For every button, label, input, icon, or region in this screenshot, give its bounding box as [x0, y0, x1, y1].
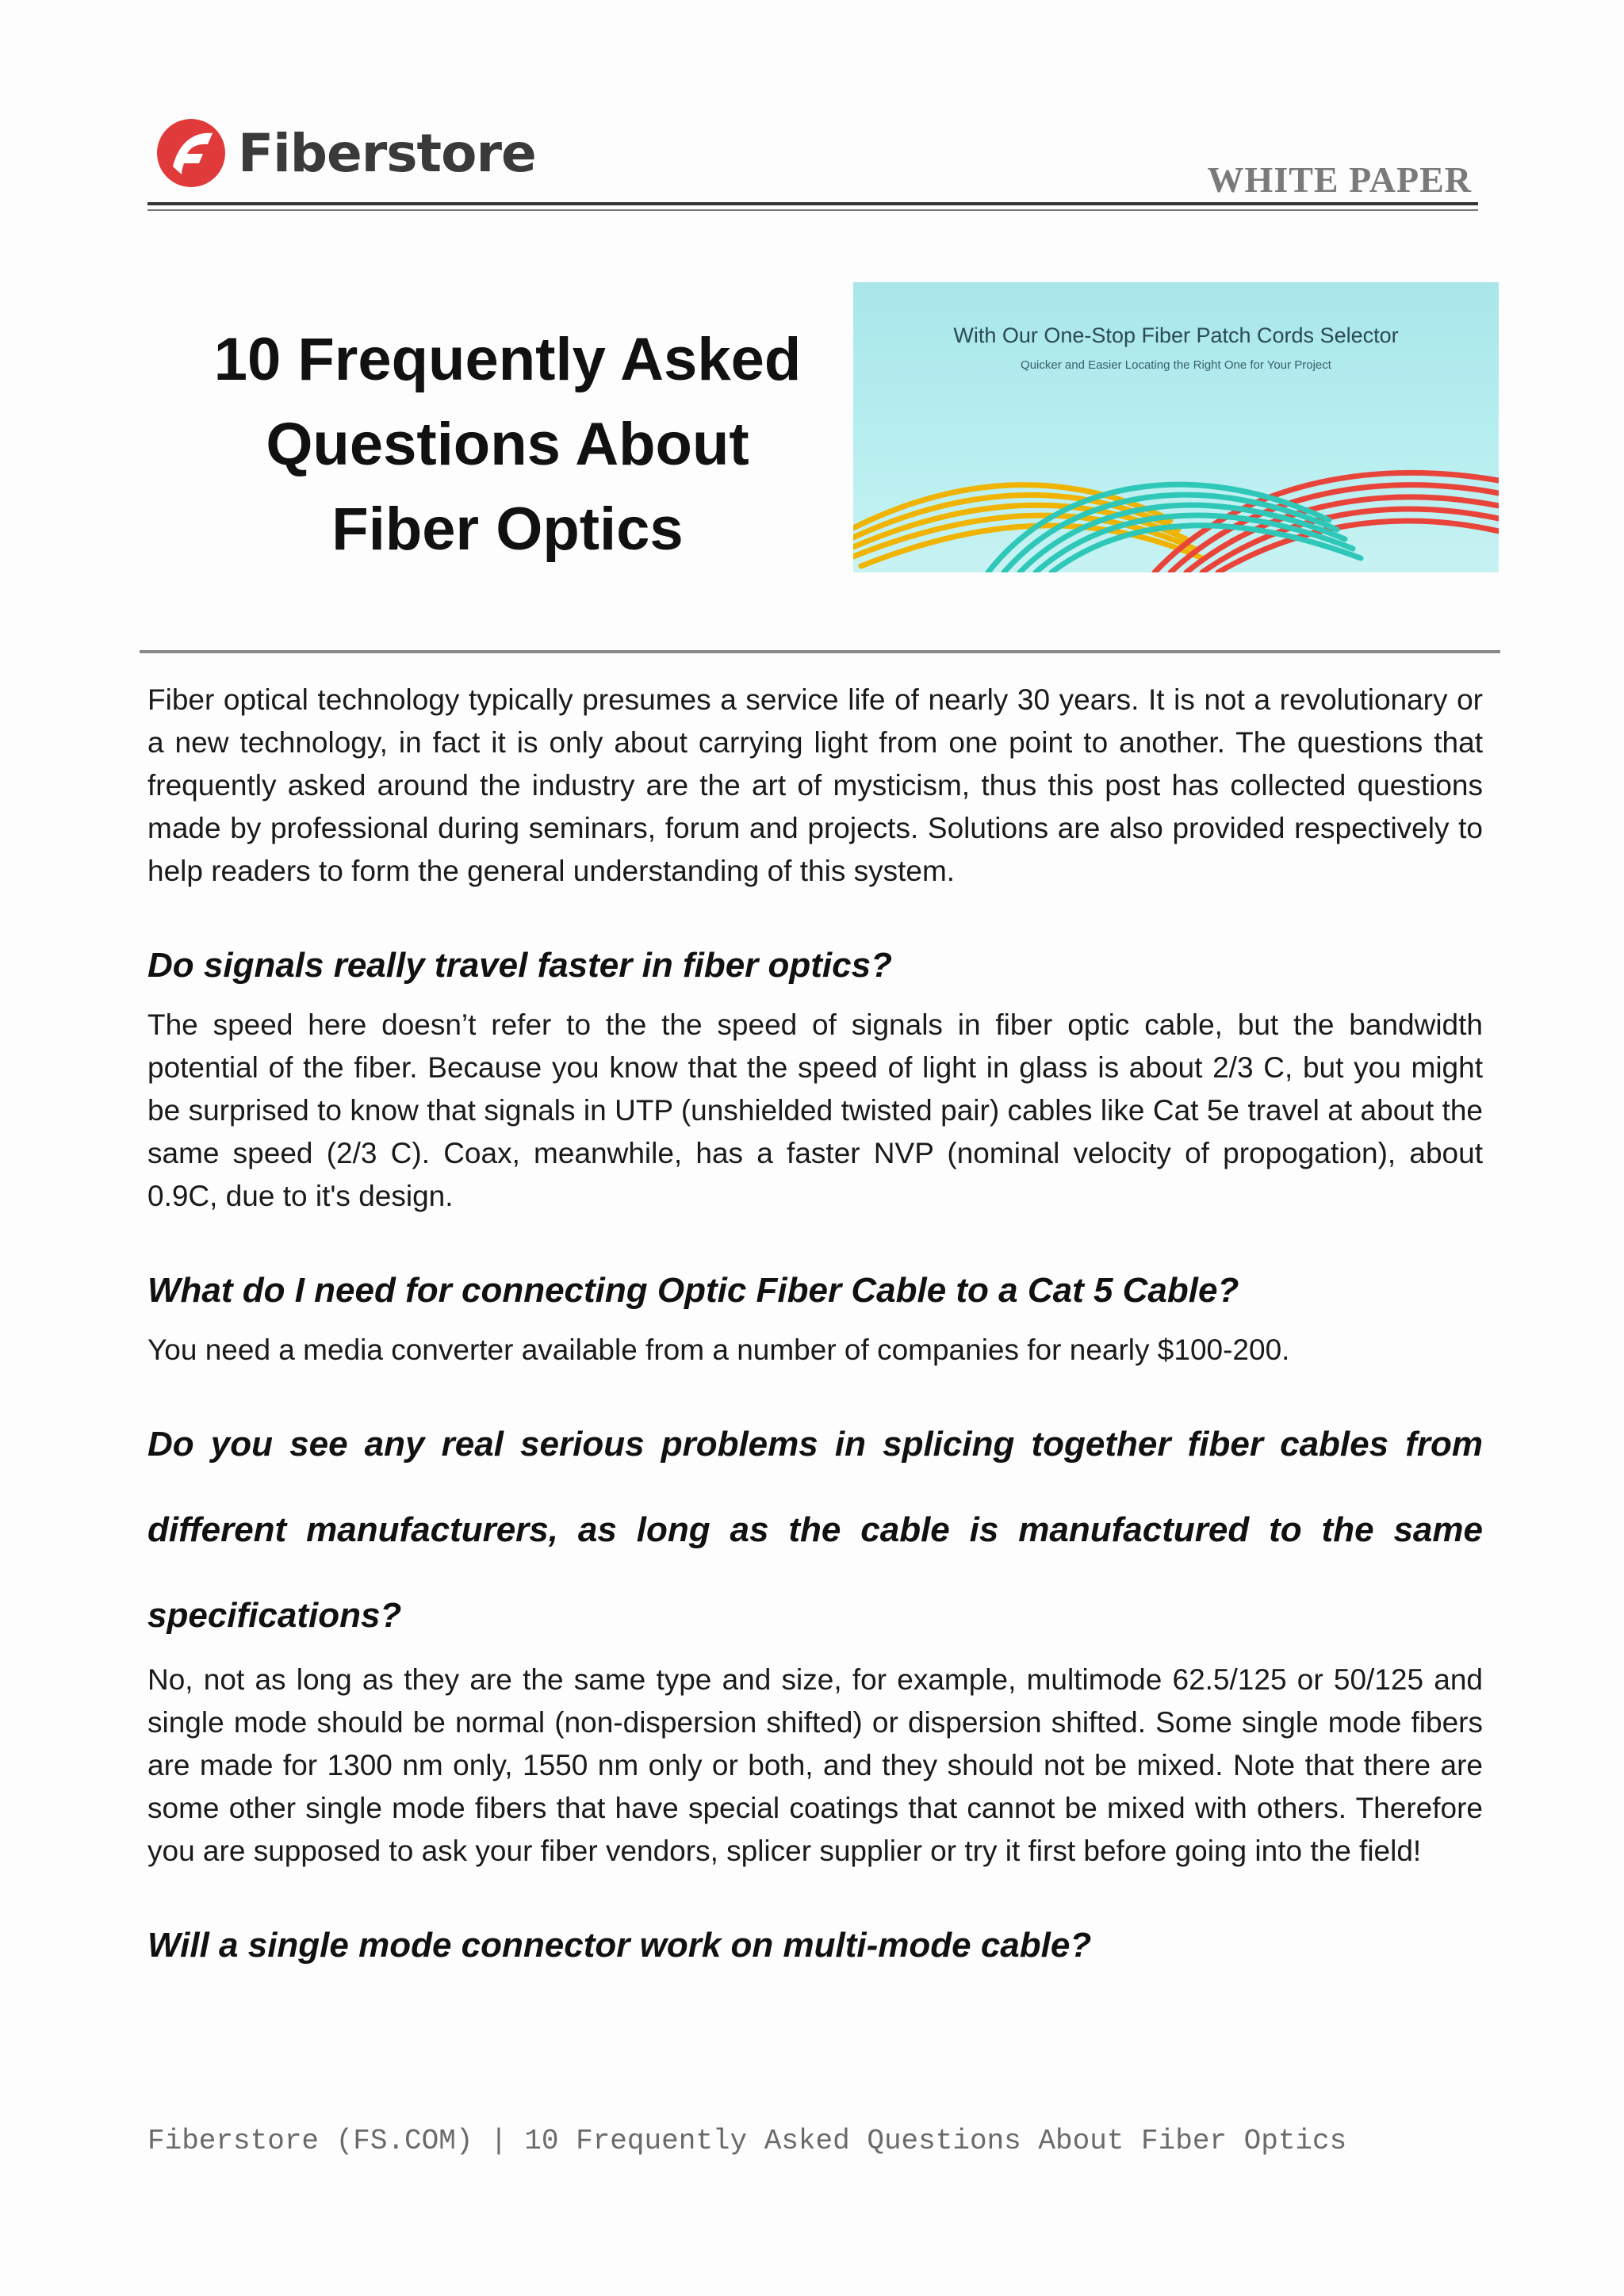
intro-paragraph: Fiber optical technology typically presumes a service life of nearly 30 years. It is not a revolutionary or a new technology, in fact it is only about carrying light from one point to another. The questions that frequently asked around the industry are the art of mysticism, thus this post has collected questions made by professional during seminars, forum and projects. Solutions are also provided respectively to help readers to form the general understanding of this system. — [147, 683, 1483, 887]
brand-logo — [155, 117, 536, 189]
header-divider — [147, 202, 1478, 211]
faq-question: Do signals really travel faster in fiber optics? — [147, 946, 892, 985]
hero-banner-image — [853, 282, 1499, 572]
title-line: 10 Frequently Asked — [213, 326, 802, 393]
faq-answer: The speed here doesn’t refer to the the speed of signals in fiber optic cable, but the bandwidth potential of the fiber. Because you know that the speed of light in glass is about 2/3 C, but you might be surprised to know that signals in UTP (unshielded twisted pair) cables like Cat 5e travel at about the same speed (2/3 C). Coax, meanwhile, has a faster NVP (nominal velocity of propogation), about 0.9C, due to it's design. — [147, 1008, 1483, 1212]
faq-answer: You need a media converter available from a number of companies for nearly $100-200. — [147, 1334, 1290, 1366]
faq-answer: No, not as long as they are the same type and size, for example, multimode 62.5/125 or 50/125 and single mode should be normal (non-dispersion shifted) or dispersion shifted. Some single mode fibers are made for 1300 nm only, 1550 nm only or both, and they should not be mixed. Note that there are some other single mode fibers that have special coatings that cannot be mixed with others. Therefore you are supposed to ask your fiber vendors, splicer supplier or try it first before going into the field! — [147, 1663, 1483, 1867]
faq-question: Do you see any real serious problems in splicing together fiber cables from different manufacturers, as long as the cable is manufactured to the same specifications? — [147, 1425, 1483, 1635]
section-divider — [140, 650, 1500, 653]
document-title — [174, 317, 841, 572]
faq-question: What do I need for connecting Optic Fiber Cable to a Cat 5 Cable? — [147, 1271, 1239, 1310]
fiberstore-logo-icon — [155, 117, 227, 189]
document-type-label: WHITE PAPER — [1207, 159, 1472, 200]
title-line: Fiber Optics — [331, 496, 684, 563]
banner-subhead: Quicker and Easier Locating the Right One for Your Project — [1021, 358, 1331, 372]
title-line: Questions About — [266, 411, 749, 478]
banner-headline: With Our One-Stop Fiber Patch Cords Selector — [953, 323, 1399, 347]
document-body — [147, 679, 1483, 1969]
brand-name: Fiberstore — [238, 122, 536, 184]
page-footer: Fiberstore (FS.COM) | 10 Frequently Asked Questions About Fiber Optics — [147, 2125, 1347, 2157]
faq-question: Will a single mode connector work on multi-mode cable? — [147, 1926, 1092, 1965]
